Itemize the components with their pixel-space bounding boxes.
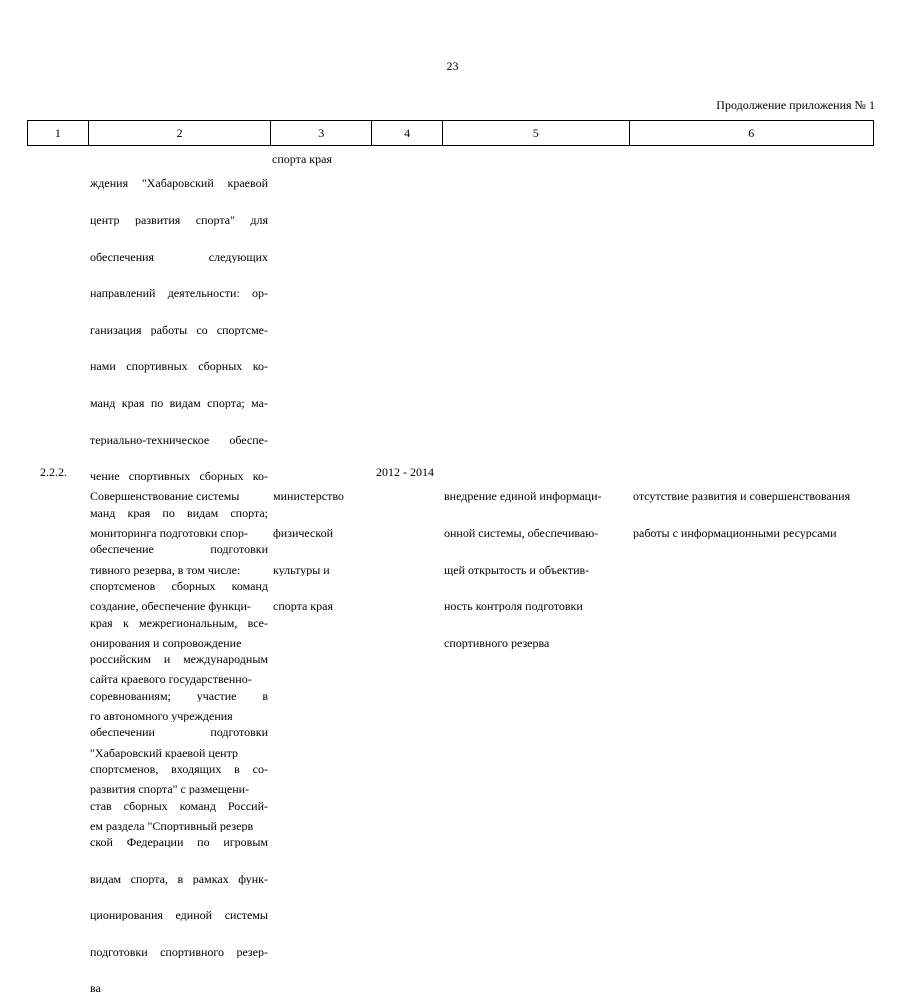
table-header-row bbox=[27, 120, 874, 146]
text-line: центр развития спорта" для bbox=[90, 214, 268, 227]
text-line: внедрение единой информаци- bbox=[444, 490, 602, 503]
text-line: развития спорта" с размещени- bbox=[90, 783, 250, 796]
text-line: работы с информационными ресурсами bbox=[633, 527, 837, 540]
text-line: "Хабаровский краевой центр bbox=[90, 746, 238, 759]
row2-period: 2012 - 2014 bbox=[376, 465, 434, 479]
text-line: ва bbox=[90, 982, 101, 995]
text-line: культуры и bbox=[273, 563, 330, 576]
text-line: отсутствие развития и совершенствования bbox=[633, 490, 851, 503]
text-line: обеспечения следующих bbox=[90, 250, 268, 263]
text-line: российским и международным bbox=[90, 653, 268, 666]
text-line: манд края по видам спорта; bbox=[90, 506, 268, 519]
header-col-4: 4 bbox=[372, 121, 443, 145]
text-line: чение спортивных сборных ко- bbox=[90, 470, 268, 483]
text-line: щей открытость и объектив- bbox=[444, 563, 590, 576]
header-col-6: 6 bbox=[748, 125, 755, 140]
text-line: создание, обеспечение функци- bbox=[90, 600, 251, 613]
appendix-continuation-label: Продолжение приложения № 1 bbox=[716, 98, 875, 112]
text-line: ность контроля подготовки bbox=[444, 600, 583, 613]
row2-expected-result bbox=[444, 466, 626, 661]
text-line: спорта края bbox=[273, 600, 333, 613]
text-line: соревнованиям; участие в bbox=[90, 689, 268, 702]
text-line: ционирования единой системы bbox=[90, 909, 268, 922]
text-line: нами спортивных сборных ко- bbox=[90, 360, 268, 373]
text-line: спортсменов сборных команд bbox=[90, 579, 268, 593]
text-line: спортивного резерва bbox=[444, 636, 550, 649]
text-line: онной системы, обеспечиваю- bbox=[444, 527, 599, 540]
text-line: обеспечение подготовки bbox=[90, 543, 268, 556]
header-col-3: 3 bbox=[271, 121, 372, 145]
text-line: физической bbox=[273, 527, 333, 540]
text-line: Совершенствование системы bbox=[90, 490, 240, 503]
text-line: сайта краевого государственно- bbox=[90, 673, 252, 686]
text-line: став сборных команд Россий- bbox=[90, 799, 268, 812]
text-line: видам спорта, в рамках функ- bbox=[90, 872, 268, 885]
text-line: ждения "Хабаровский краевой bbox=[90, 177, 268, 190]
header-col-1: 1 bbox=[28, 121, 89, 145]
text-line: ем раздела "Спортивный резерв bbox=[90, 819, 254, 832]
row2-executor bbox=[273, 466, 369, 625]
row1-executor: спорта края bbox=[272, 152, 332, 166]
text-line: териально-техническое обеспе- bbox=[90, 433, 268, 446]
header-col-2: 2 bbox=[89, 121, 272, 145]
text-line: мониторинга подготовки спор- bbox=[90, 527, 249, 540]
text-line: ганизация работы со спортсме- bbox=[90, 323, 268, 336]
text-line: тивного резерва, в том числе: bbox=[90, 563, 241, 576]
text-line: спортсменов, входящих в со- bbox=[90, 762, 268, 776]
text-line: манд края по видам спорта; ма- bbox=[90, 396, 268, 410]
text-line: подготовки спортивного резер- bbox=[90, 945, 268, 959]
row2-activity-text bbox=[90, 466, 268, 844]
header-col-5: 5 bbox=[443, 121, 630, 145]
text-line: края к межрегиональным, все- bbox=[90, 616, 268, 629]
text-line: обеспечении подготовки bbox=[90, 726, 268, 739]
row2-consequences bbox=[633, 466, 873, 551]
text-line: направлений деятельности: ор- bbox=[90, 287, 268, 300]
text-line: ской Федерации по игровым bbox=[90, 836, 268, 849]
page-number: 23 bbox=[446, 59, 459, 73]
text-line: онирования и сопровождение bbox=[90, 636, 242, 649]
text-line: го автономного учреждения bbox=[90, 709, 233, 723]
row2-number: 2.2.2. bbox=[40, 465, 67, 479]
text-line: министерство bbox=[273, 490, 344, 503]
